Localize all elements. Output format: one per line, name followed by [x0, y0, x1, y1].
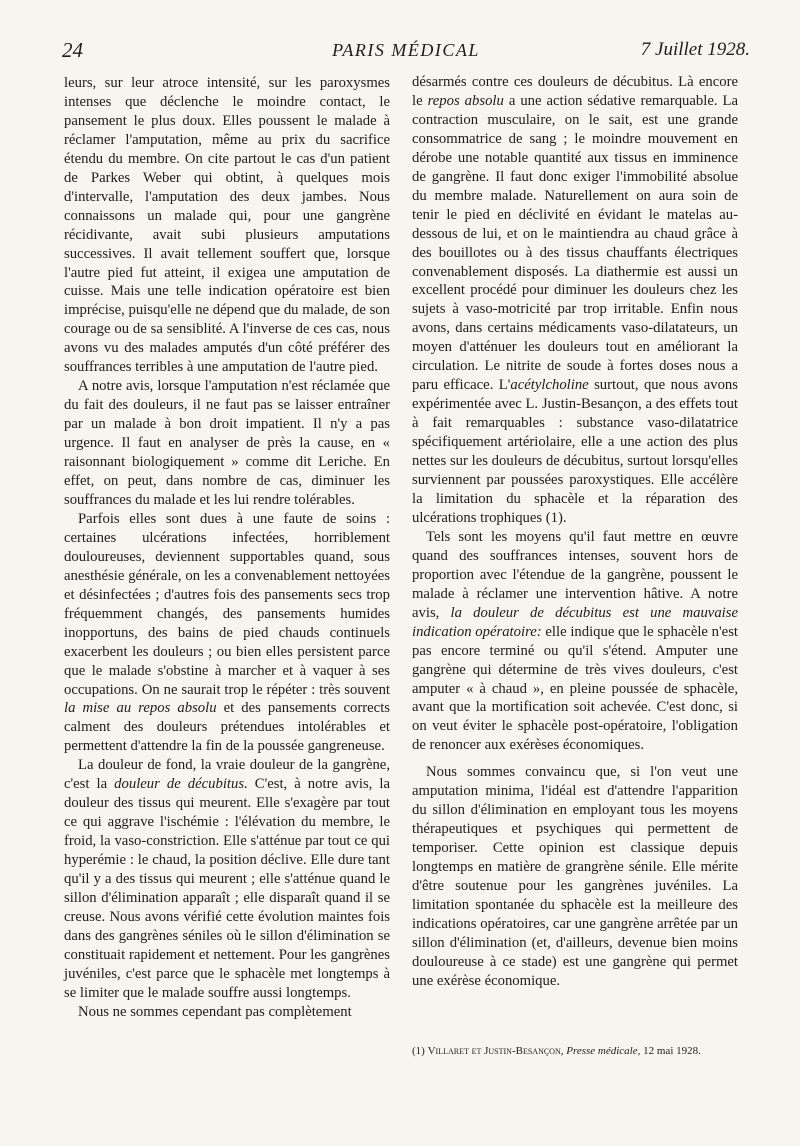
journal-title: PARIS MÉDICAL — [332, 40, 480, 60]
page-number: 24 — [62, 38, 83, 62]
emphasis: acétylcholine — [510, 377, 589, 394]
left-column — [64, 74, 390, 1022]
emphasis: la douleur de décubitus est une mauvaise indication opératoire: — [412, 604, 738, 640]
right-column — [412, 73, 738, 991]
paragraph: Tels sont les moyens qu'il faut mettre en œuvre quand des souffrances intenses, souvent hors de proportion avec l'étendue de la gangrène, poussent le malade à réclamer une intervention hâtive. A notre avis, la douleur de décubitus est une mauvaise indication opératoire: elle indique que le sphacèle n'est pas encore terminé ou qu'il s'étend. Amputer une gangrène qui détermine de très vives douleurs, c'est amputer « à chaud », en pleine poussée de sphacèle, avant que la mortification soit achevée. C'est donc, si on veut éviter le sphacèle post-opératoire, l'obligation de renoncer aux exérèses économiques. — [412, 528, 738, 754]
footnote — [412, 1044, 738, 1059]
paragraph: Nous ne sommes cependant pas complètement — [78, 1003, 352, 1020]
paragraph: Parfois elles sont dues à une faute de soins : certaines ulcérations infectées, horriblement douloureuses, deviennent supportables quand, sous anesthésie générale, on les a convenablement nettoyées et désinfectées ; d'autres fois des pansements secs trop fréquemment changés, des pansements humides inopportuns, des bains de pied chauds continuels exacerbent les douleurs ; ou bien elles persistent parce que le malade s'obstine à marcher et à vaquer à ses occupations. On ne saurait trop le répéter : très souvent la mise au repos absolu et des pansements corrects calment des douleurs prétendues intolérables et permettent d'attendre la fin de la poussée gangreneuse. — [64, 510, 390, 755]
emphasis: repos absolu — [427, 92, 504, 109]
issue-date: 7 Juillet 1928. — [640, 39, 750, 60]
paragraph: Nous sommes convaincu que, si l'on veut une amputation minima, l'idéal est d'attendre l'apparition du sillon d'élimination en employant tous les moyens thérapeutiques et psychiques qui permettent de temporiser. Cette opinion est classique depuis longtemps en matière de grangrène sénile. Elle mérite d'être soutenue pour les gangrènes juvéniles. La limitation spontanée du sphacèle est la meilleure des indications opératoires, car une gangrène arrêtée par un sillon d'élimination (et, d'ailleurs, devenue bien moins douloureuse à ce stade) est une gangrène qui permet une exérèse économique. — [412, 764, 738, 989]
footnote-authors: Villaret et Justin-Besançon, — [427, 1045, 564, 1057]
paragraph: A notre avis, lorsque l'amputation n'est réclamée que du fait des douleurs, il ne faut pas se laisser entraîner par un malade à bon droit impatient. Il n'y a pas urgence. Il faut en analyser de près la cause, en « raisonnant biologiquement » comme dit Leriche. En effet, on peut, dans nombre de cas, diminuer les souffrances du malade et les lui rendre tolérables. — [64, 378, 390, 508]
footnote-ref: 12 mai 1928. — [643, 1045, 701, 1057]
footnote-marker: (1) — [412, 1045, 425, 1057]
page-header — [62, 38, 750, 72]
emphasis: douleur de décubitus. — [114, 776, 248, 793]
paragraph: La douleur de fond, la vraie douleur de la gangrène, c'est la douleur de décubitus. C'est, à notre avis, la douleur des tissus qui meurent. Elle s'exagère par tout ce qui aggrave l'ischémie : l'élévation du membre, le froid, la vaso-constriction. Elle s'atténue par tout ce qui hyperémie : le chaud, la position déclive. Elle dure tant qu'il y a des tissus qui meurent ; elle s'atténue quand le sillon d'élimination apparaît ; elle disparaît quand il se creuse. Nous avons vérifié cette évolution maintes fois dans des gangrènes séniles où le sillon d'élimination se constituait rapidement et nettement. Pour les gangrènes juvéniles, c'est parce que le sphacèle met longtemps à se limiter que le malade souffre aussi longtemps. — [64, 757, 390, 1001]
footnote-journal: Presse médicale, — [566, 1045, 641, 1057]
paragraph: leurs, sur leur atroce intensité, sur les paroxysmes intenses que déclenche le moindre contact, le pansement le plus doux. Elles poussent le malade à réclamer l'amputation, même au prix du sacrifice étendu du membre. On cite partout le cas d'un patient de Parkes Weber qui obtint, à quelques mois d'intervalle, l'amputation des deux jambes. Nous connaissons un malade qui, pour une gangrène récidivante, avait subi plusieurs amputations successives. Il avait tellement souffert que, lorsque l'autre pied fut atteint, il exigea une amputation de cuisse. Mais une telle indication opératoire est bien imprécise, puisqu'elle ne dépend que du malade, de son courage ou de sa sensiblité. A l'inverse de ces cas, nous avons vu des malades amputés d'un côté préférer des souffrances terribles à une amputation de l'autre pied. — [64, 75, 390, 376]
paragraph: désarmés contre ces douleurs de décubitus. Là encore le repos absolu a une action sédative remarquable. La contraction musculaire, on le sait, est une grande consommatrice de sang ; le moindre mouvement en dérobe une notable quantité aux tissus en imminence de gangrène. Il faut donc exiger l'immobilité absolue du membre malade. Naturellement on aura soin de tenir le pied en déclivité en évidant le matelas au-dessous de lui, et on le maintiendra au chaud grâce à des bouillotes ou à des tissus chauffants électriques convenablement disposés. La diathermie est aussi un excellent procédé pour diminuer les douleurs chez les sujets à vaso-motricité par trop irritable. Enfin nous avons, dans certains médicaments vaso-dilatateurs, un moyen d'atténuer les douleurs tout en améliorant la circulation. Le nitrite de soude à fortes doses nous a paru efficace. L'acétylcholine surtout, que nous avons expérimentée avec L. Justin-Besançon, a des effets tout à fait remarquables : substance vaso-dilatatrice spécifiquement artériolaire, elle a une action des plus nettes sur les douleurs de décubitus, surtout lorsqu'elles surviennent par poussées paroxystiques. Elle accélère la limitation du sphacèle et la réparation des ulcérations trophiques (1). — [412, 74, 739, 526]
emphasis: la mise au repos absolu — [64, 700, 217, 717]
